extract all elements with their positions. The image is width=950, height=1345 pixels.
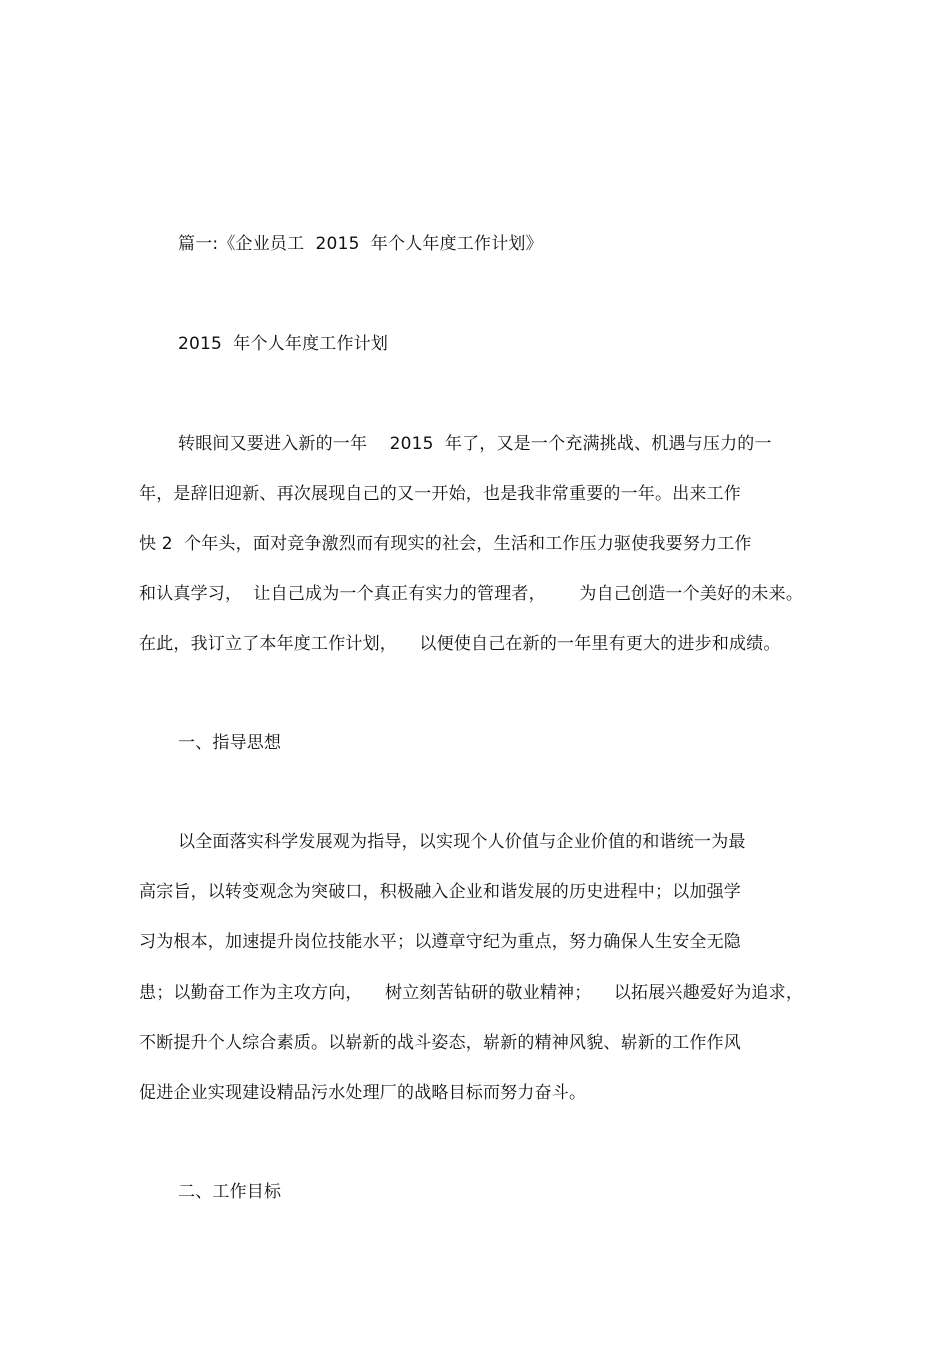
paragraph-line: 促进企业实现建设精品污水处理厂的战略目标而努力奋斗。: [139, 1083, 587, 1103]
section-heading-guiding-ideology: 一、指导思想: [178, 733, 282, 753]
paragraph-line: 在此，我订立了本年度工作计划， 以便使自己在新的一年里有更大的进步和成绩。: [139, 634, 781, 654]
paragraph-line: 习为根本，加速提升岗位技能水平；以遵章守纪为重点，努力确保人生安全无隐: [139, 932, 741, 952]
paragraph-line: 高宗旨，以转变观念为突破口，积极融入企业和谐发展的历史进程中；以加强学: [139, 882, 741, 902]
paragraph-line: 患；以勤奋工作为主攻方向， 树立刻苦钻研的敬业精神； 以拓展兴趣爱好为追求，: [139, 983, 804, 1003]
paragraph-line: 年，是辞旧迎新、再次展现自己的又一开始，也是我非常重要的一年。出来工作: [139, 484, 741, 504]
paragraph-line: 和认真学习， 让自己成为一个真正有实力的管理者， 为自己创造一个美好的未来。: [139, 584, 804, 604]
paragraph-line: 不断提升个人综合素质。以崭新的战斗姿态，崭新的精神风貌、崭新的工作作风: [139, 1033, 741, 1053]
section-heading-work-goals: 二、工作目标: [178, 1182, 282, 1202]
paragraph-line: 以全面落实科学发展观为指导，以实现个人价值与企业价值的和谐统一为最: [178, 832, 746, 852]
paragraph-line: 快 2 个年头，面对竞争激烈而有现实的社会，生活和工作压力驱使我要努力工作: [139, 534, 752, 554]
document-title: 篇一:《企业员工 2015 年个人年度工作计划》: [178, 234, 543, 254]
document-subtitle: 2015 年个人年度工作计划: [178, 334, 389, 354]
paragraph-line: 转眼间又要进入新的一年 2015 年了，又是一个充满挑战、机遇与压力的一: [178, 434, 772, 454]
